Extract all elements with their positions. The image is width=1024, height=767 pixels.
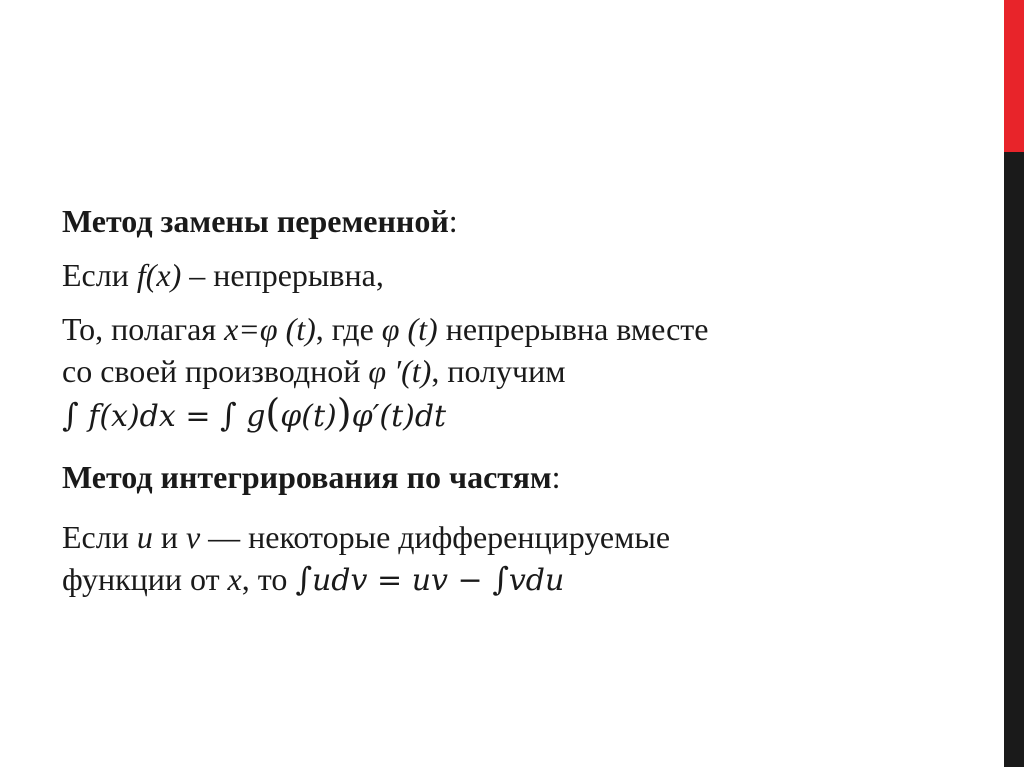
method1-line2-text-b: , где: [315, 311, 382, 347]
method2-line1-text-b: — некоторые дифференцируемые: [200, 519, 671, 555]
method2-line2-text-b: , то: [241, 561, 296, 597]
method1-line2-text-c: непрерывна вместе: [437, 311, 709, 347]
parts-formula: [295, 560, 565, 598]
var-v: v: [185, 519, 201, 555]
method2-line1-text-a: Если: [62, 519, 137, 555]
formula-left-paren: (: [265, 391, 281, 435]
minus-sign: −: [447, 563, 493, 598]
conj-and: и: [152, 519, 186, 555]
formula-lhs: f(x)dx: [88, 399, 176, 434]
integral-sign: ∫: [295, 560, 312, 598]
method2-line2-text-a: функции от: [62, 561, 228, 597]
formula-vdu: vdu: [508, 563, 565, 598]
method1-line1: [62, 254, 892, 296]
method1-line2-substitution: x=φ (t): [224, 311, 316, 347]
right-accent-band: [1004, 0, 1024, 767]
method1-title-colon: :: [448, 203, 458, 239]
method1-line2-text-a: То, полагая: [62, 311, 225, 347]
var-u: u: [136, 519, 153, 555]
substitution-formula: [62, 392, 892, 438]
method1-heading: [62, 200, 892, 242]
formula-udv: udv: [311, 563, 368, 598]
integral-sign: ∫: [220, 396, 237, 434]
integral-sign: ∫: [62, 396, 79, 434]
method1-line2: [62, 308, 892, 350]
method1-line2-phi: φ (t): [381, 311, 438, 347]
accent-stripe-dark: [1004, 152, 1024, 767]
method2-line2: [62, 558, 892, 602]
method1-line1-text-b: – непрерывна,: [181, 257, 384, 293]
formula-uv: uv: [411, 563, 448, 598]
method1-line1-text-a: Если: [62, 257, 137, 293]
formula-g: g: [236, 399, 266, 434]
method2-title: Метод интегрирования по частям: [62, 459, 552, 495]
integral-sign: ∫: [492, 560, 509, 598]
method1-line3: [62, 350, 892, 392]
method1-line3-text-a: со своей производной: [62, 353, 369, 389]
formula-right-paren: ): [336, 391, 352, 435]
method2-heading: [62, 456, 892, 498]
equals-sign: =: [175, 399, 220, 434]
equals-sign: =: [367, 563, 412, 598]
formula-tail: φ′(t)dt: [351, 399, 447, 434]
slide-content: [62, 200, 892, 602]
method1-line3-derivative: φ ′(t): [368, 353, 432, 389]
method1-title: Метод замены переменной: [62, 203, 449, 239]
accent-stripe-red: [1004, 0, 1024, 152]
var-x: x: [227, 561, 242, 597]
method2-title-colon: :: [551, 459, 561, 495]
method2-line1: [62, 516, 892, 558]
formula-inner: φ(t): [280, 399, 337, 434]
method1-line1-fx: f(x): [136, 257, 182, 293]
method1-line3-text-b: , получим: [431, 353, 566, 389]
